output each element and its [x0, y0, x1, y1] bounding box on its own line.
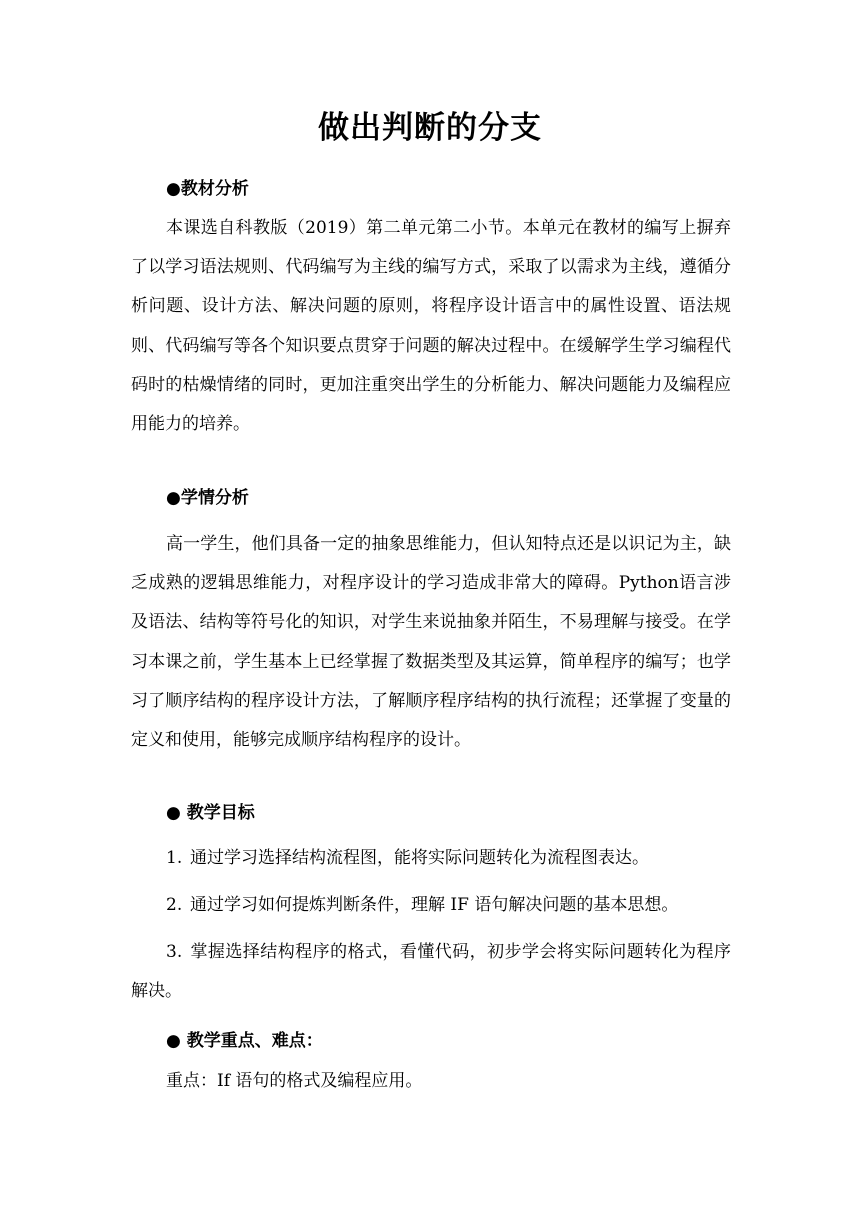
paragraph-student-analysis: 高一学生，他们具备一定的抽象思维能力，但认知特点还是以识记为主，缺乏成熟的逻辑思维能力，对程序设计的学习造成非常大的障碍。Python语言涉及语法、结构等符号化的知识，对学生来说抽象并陌生，不易理解与接受。在学习本课之前，学生基本上已经掌握了数据类型及其运算，简单程序的编写；也学习了顺序结构的程序设计方法，了解顺序程序结构的执行流程；还掌握了变量的定义和使用，能够完成顺序结构程序的设计。	[131, 534, 731, 751]
goal-item-text: 通过学习如何提炼判断条件，理解 IF 语句解决问题的基本思想。	[190, 895, 679, 915]
goal-item-number: 1.	[166, 848, 183, 868]
goal-item-number: 2.	[166, 895, 183, 915]
section-heading-key-difficult-points: ● 教学重点、难点：	[166, 1031, 323, 1051]
goal-item	[131, 886, 731, 925]
paragraph-textbook-analysis: 本课选自科教版（2019）第二单元第二小节。本单元在教材的编写上摒弃了以学习语法规则、代码编写为主线的编写方式，采取了以需求为主线，遵循分析问题、设计方法、解决问题的原则，将程序设计语言中的属性设置、语法规则、代码编写等各个知识要点贯穿于问题的解决过程中。在缓解学生学习编程代码时的枯燥情绪的同时，更加注重突出学生的分析能力、解决问题能力及编程应用能力的培养。	[131, 218, 731, 435]
document-title: 做出判断的分支	[318, 110, 542, 146]
section-heading-teaching-goals: ● 教学目标	[166, 803, 255, 823]
goal-item-text: 通过学习选择结构流程图，能将实际问题转化为流程图表达。	[190, 848, 649, 868]
goal-item	[131, 933, 731, 1011]
goal-item-text: 掌握选择结构程序的格式，看懂代码，初步学会将实际问题转化为程序解决。	[131, 942, 731, 1002]
goal-item	[131, 839, 731, 878]
paragraph-key-points: 重点：If 语句的格式及编程应用。	[166, 1071, 423, 1091]
section-heading-textbook-analysis: ●教材分析	[166, 179, 249, 199]
section-heading-student-analysis: ●学情分析	[166, 488, 249, 508]
goal-item-number: 3.	[166, 942, 183, 962]
